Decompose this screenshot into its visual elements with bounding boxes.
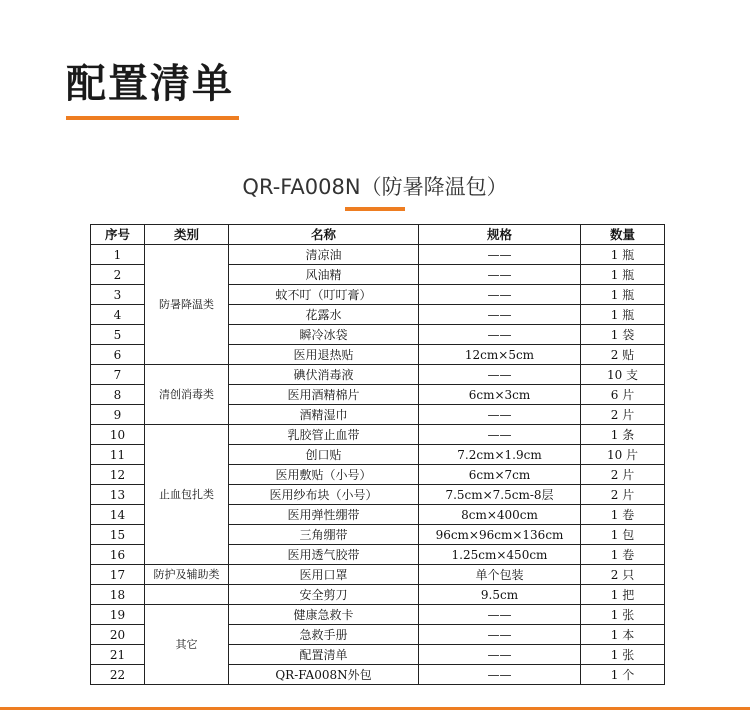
row-number: 13 [91,485,145,505]
row-qty: 1 卷 [581,545,665,565]
row-spec: —— [419,325,581,345]
row-qty: 1 条 [581,425,665,445]
row-spec: 6cm×7cm [419,465,581,485]
row-number: 8 [91,385,145,405]
row-qty: 2 片 [581,405,665,425]
row-name: 三角绷带 [229,525,419,545]
row-qty: 1 张 [581,645,665,665]
row-number: 10 [91,425,145,445]
row-number: 4 [91,305,145,325]
row-spec: —— [419,625,581,645]
row-number: 5 [91,325,145,345]
row-qty: 6 片 [581,385,665,405]
row-spec: —— [419,245,581,265]
row-spec: 7.5cm×7.5cm-8层 [419,485,581,505]
row-number: 3 [91,285,145,305]
row-category: 防护及辅助类 [145,565,229,585]
row-qty: 2 贴 [581,345,665,365]
row-name: 医用退热贴 [229,345,419,365]
row-spec: 12cm×5cm [419,345,581,365]
row-number: 1 [91,245,145,265]
row-name: 健康急救卡 [229,605,419,625]
bottom-divider [0,707,750,710]
table-row [91,425,665,445]
row-name: 医用酒精棉片 [229,385,419,405]
row-qty: 1 卷 [581,505,665,525]
row-qty: 1 袋 [581,325,665,345]
row-category: 防暑降温类 [145,245,229,365]
row-qty: 1 本 [581,625,665,645]
row-spec: —— [419,605,581,625]
row-number: 18 [91,585,145,605]
table-row [91,605,665,625]
row-number: 12 [91,465,145,485]
row-category: 清创消毒类 [145,365,229,425]
row-spec: —— [419,265,581,285]
table-row [91,245,665,265]
row-qty: 1 瓶 [581,305,665,325]
row-number: 21 [91,645,145,665]
header-row [91,225,665,245]
table-body [91,245,665,685]
subtitle-underline [345,207,405,211]
row-spec: —— [419,425,581,445]
row-qty: 10 支 [581,365,665,385]
row-name: 安全剪刀 [229,585,419,605]
row-spec: —— [419,645,581,665]
row-spec: 9.5cm [419,585,581,605]
row-spec: —— [419,305,581,325]
row-name: 医用弹性绷带 [229,505,419,525]
config-table [90,224,665,685]
row-spec: 1.25cm×450cm [419,545,581,565]
row-name: 医用透气胶带 [229,545,419,565]
row-number: 9 [91,405,145,425]
row-qty: 1 张 [581,605,665,625]
row-spec: 8cm×400cm [419,505,581,525]
row-number: 22 [91,665,145,685]
header-spec: 规格 [419,225,581,245]
row-name: 瞬冷冰袋 [229,325,419,345]
row-spec: 96cm×96cm×136cm [419,525,581,545]
row-name: 配置清单 [229,645,419,665]
row-number: 19 [91,605,145,625]
row-number: 15 [91,525,145,545]
row-qty: 1 个 [581,665,665,685]
row-number: 11 [91,445,145,465]
row-number: 2 [91,265,145,285]
header-name: 名称 [229,225,419,245]
row-spec: —— [419,285,581,305]
row-name: 急救手册 [229,625,419,645]
table-header [91,225,665,245]
row-category: 其它 [145,605,229,685]
row-spec: 6cm×3cm [419,385,581,405]
row-number: 20 [91,625,145,645]
row-name: 碘伏消毒液 [229,365,419,385]
row-spec: —— [419,665,581,685]
row-qty: 2 片 [581,465,665,485]
row-qty: 2 只 [581,565,665,585]
page-title: 配置清单 [66,61,234,107]
header-qty: 数量 [581,225,665,245]
row-number: 6 [91,345,145,365]
row-number: 17 [91,565,145,585]
header-no: 序号 [91,225,145,245]
row-name: 清凉油 [229,245,419,265]
row-spec: —— [419,405,581,425]
row-qty: 1 包 [581,525,665,545]
row-qty: 1 瓶 [581,245,665,265]
row-name: 蚊不叮（叮叮膏） [229,285,419,305]
row-name: 风油精 [229,265,419,285]
row-spec: 单个包装 [419,565,581,585]
product-subtitle: QR-FA008N（防暑降温包） [242,175,508,199]
row-number: 16 [91,545,145,565]
row-qty: 10 片 [581,445,665,465]
row-qty: 2 片 [581,485,665,505]
table-row [91,365,665,385]
row-spec: 7.2cm×1.9cm [419,445,581,465]
row-qty: 1 瓶 [581,265,665,285]
row-name: 酒精湿巾 [229,405,419,425]
row-number: 14 [91,505,145,525]
row-name: 创口贴 [229,445,419,465]
row-name: 花露水 [229,305,419,325]
row-name: 医用敷贴（小号） [229,465,419,485]
header-category: 类别 [145,225,229,245]
row-name: 乳胶管止血带 [229,425,419,445]
title-underline [66,116,239,120]
row-number: 7 [91,365,145,385]
table-row [91,565,665,585]
row-qty: 1 瓶 [581,285,665,305]
row-spec: —— [419,365,581,385]
row-name: QR-FA008N外包 [229,665,419,685]
table-row [91,585,665,605]
row-category: 止血包扎类 [145,425,229,565]
row-name: 医用口罩 [229,565,419,585]
row-name: 医用纱布块（小号） [229,485,419,505]
row-category [145,585,229,605]
row-qty: 1 把 [581,585,665,605]
